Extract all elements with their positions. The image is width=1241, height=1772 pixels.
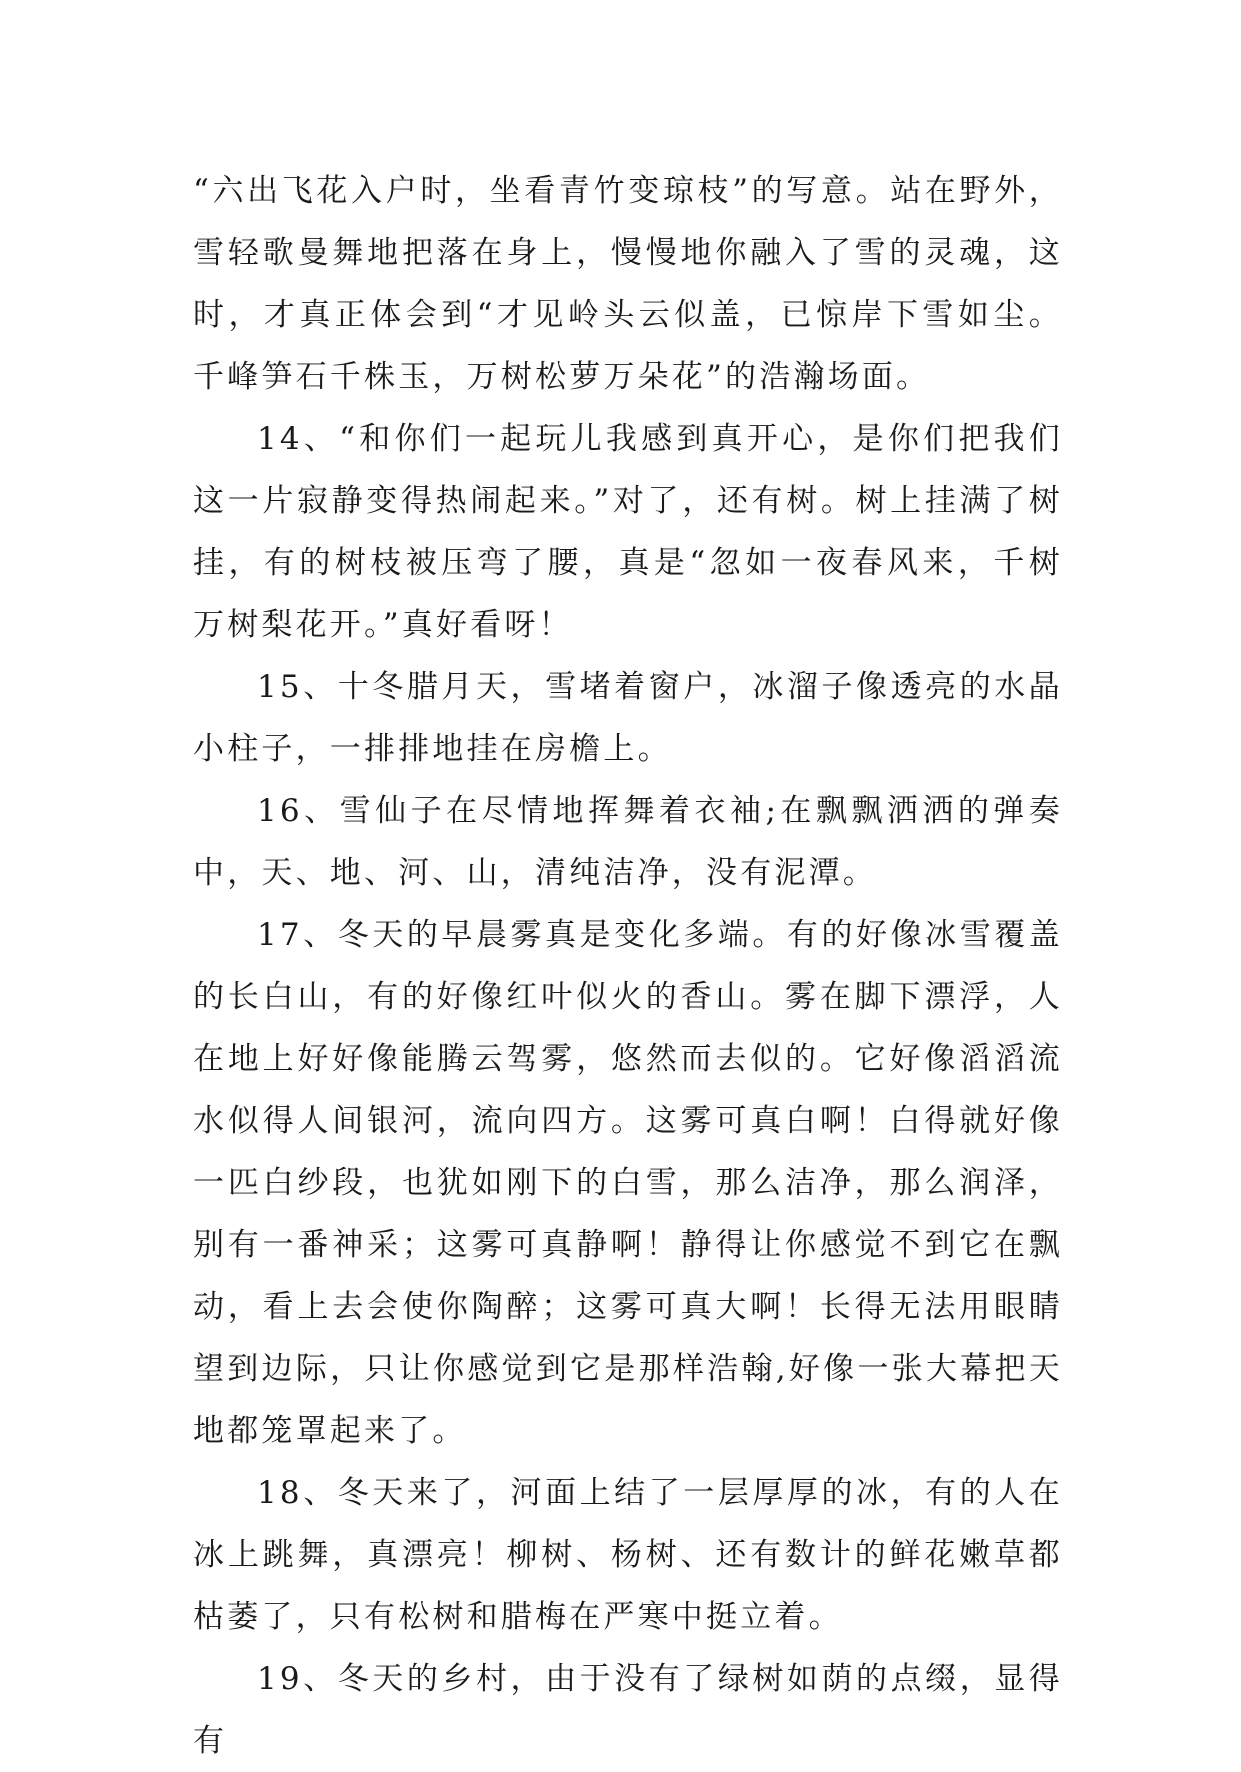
document-body [193, 160, 1063, 1772]
paragraph-18: 18、冬天来了，河面上结了一层厚厚的冰，有的人在冰上跳舞，真漂亮！柳树、杨树、还有数计的鲜花嫩草都枯萎了，只有松树和腊梅在严寒中挺立着。 [193, 1475, 1063, 1635]
paragraph-16: 16、雪仙子在尽情地挥舞着衣袖;在飘飘洒洒的弹奏中，天、地、河、山，清纯洁净，没有泥潭。 [193, 793, 1063, 891]
paragraph-19: 19、冬天的乡村，由于没有了绿树如荫的点缀，显得有 [193, 1661, 1063, 1759]
paragraph-15: 15、十冬腊月天，雪堵着窗户，冰溜子像透亮的水晶小柱子，一排排地挂在房檐上。 [193, 669, 1063, 767]
paragraph-continuation: “六出飞花入户时，坐看青竹变琼枝”的写意。站在野外，雪轻歌曼舞地把落在身上，慢慢地你融入了雪的灵魂，这时，才真正体会到“才见岭头云似盖，已惊岸下雪如尘。千峰笋石千株玉，万树松萝万朵花”的浩瀚场面。 [193, 173, 1063, 395]
paragraph-17: 17、冬天的早晨雾真是变化多端。有的好像冰雪覆盖的长白山，有的好像红叶似火的香山。雾在脚下漂浮，人在地上好好像能腾云驾雾，悠然而去似的。它好像滔滔流水似得人间银河，流向四方。这雾可真白啊！白得就好像一匹白纱段，也犹如刚下的白雪，那么洁净，那么润泽，别有一番神采；这雾可真静啊！静得让你感觉不到它在飘动，看上去会使你陶醉；这雾可真大啊！长得无法用眼睛望到边际，只让你感觉到它是那样浩翰,好像一张大幕把天地都笼罩起来了。 [193, 917, 1063, 1449]
paragraph-14: 14、“和你们一起玩儿我感到真开心，是你们把我们这一片寂静变得热闹起来。”对了，还有树。树上挂满了树挂，有的树枝被压弯了腰，真是“忽如一夜春风来，千树万树梨花开。”真好看呀！ [193, 421, 1063, 643]
